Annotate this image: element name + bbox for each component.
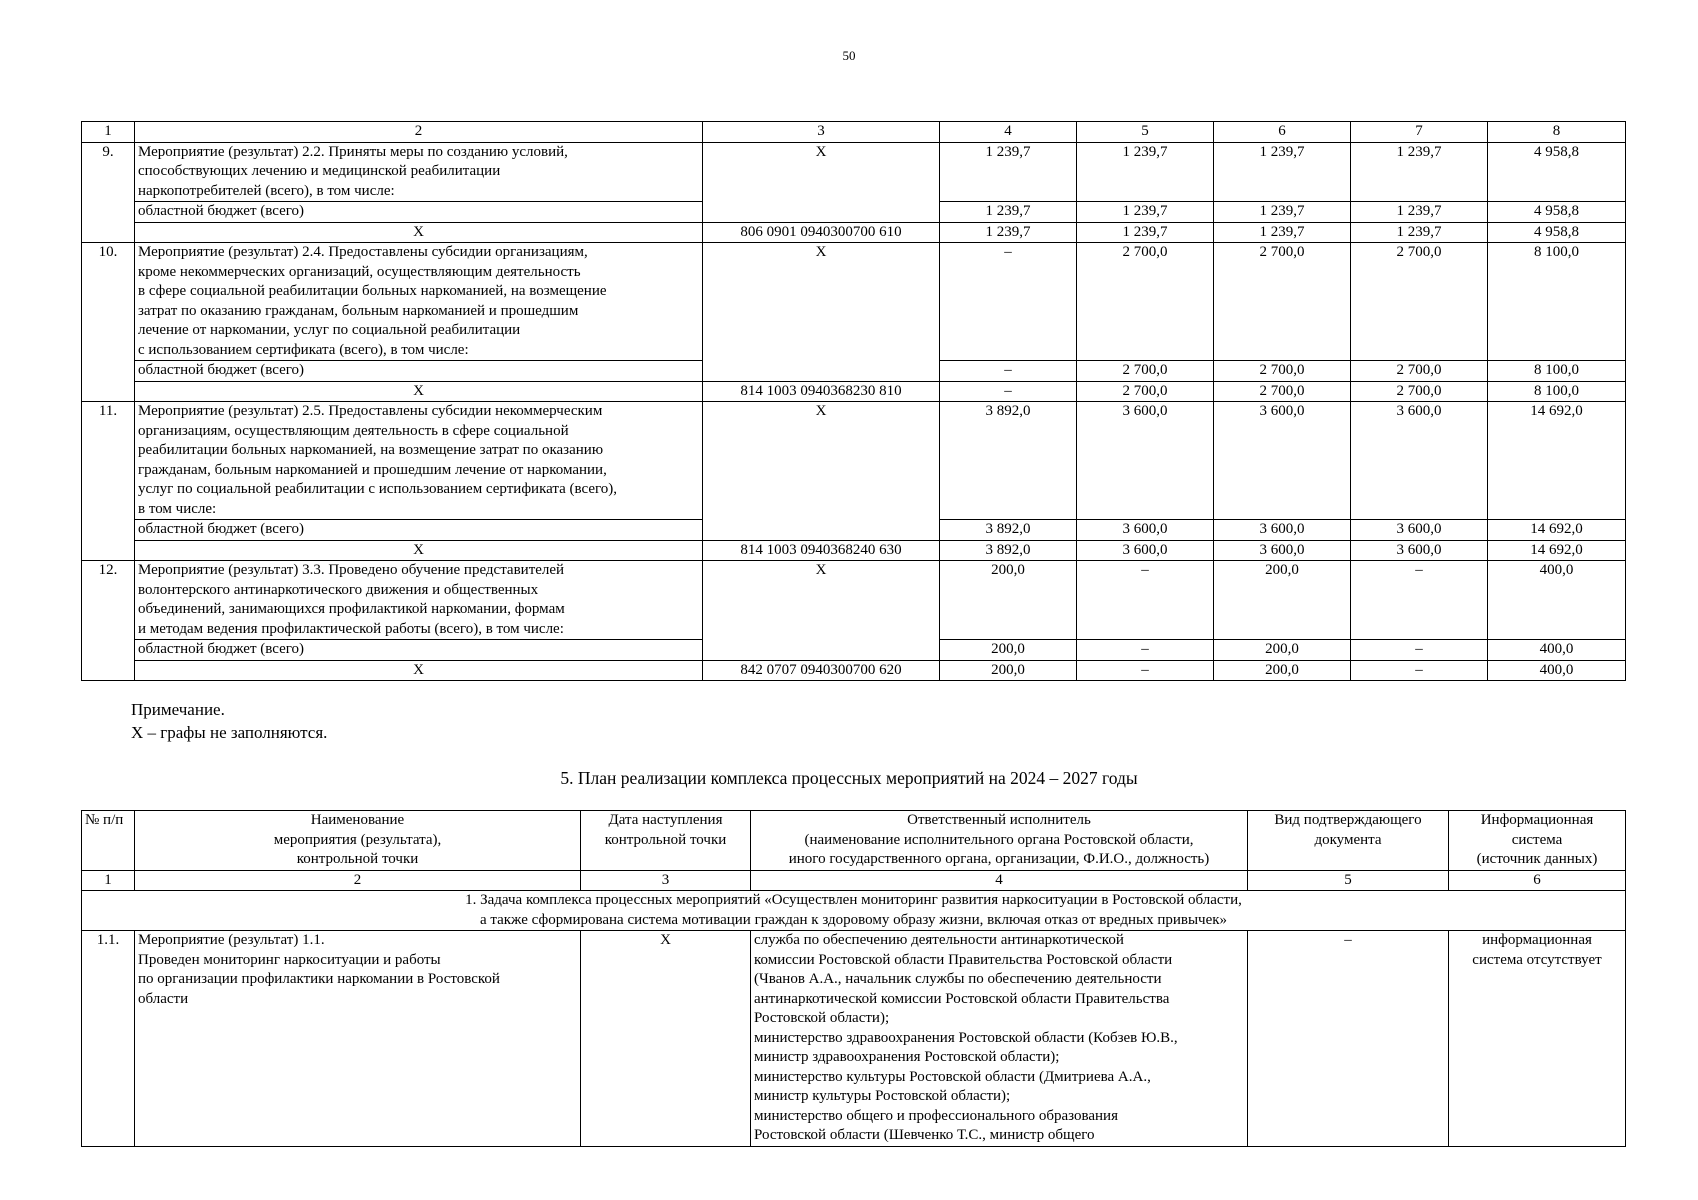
text-line: затрат по оказанию гражданам, больным наркоманией и прошедшим — [138, 302, 579, 319]
text-line: в сфере социальной реабилитации больных наркоманией, на возмещение — [138, 283, 607, 299]
column-number: 6 — [1214, 122, 1351, 143]
value-cell: – — [940, 361, 1077, 382]
value-cell: 1 239,7 — [1077, 202, 1214, 223]
text-line: Проведен мониторинг наркоситуации и работы — [138, 951, 441, 968]
x-cell: X — [135, 222, 703, 243]
value-cell: 8 100,0 — [1488, 381, 1626, 402]
code-row — [82, 222, 1626, 243]
section-title: 5. План реализации комплекса процессных мероприятий на 2024 – 2027 годы — [560, 768, 1138, 788]
column-number: 1 — [82, 870, 135, 891]
text-line: способствующих лечению и медицинской реабилитации — [138, 163, 501, 179]
text-line: области — [138, 990, 189, 1007]
value-cell: 1 239,7 — [1077, 142, 1214, 202]
column-header — [135, 811, 581, 871]
value-cell: 14 692,0 — [1488, 402, 1626, 520]
value-cell: 2 700,0 — [1351, 381, 1488, 402]
x-cell: X — [135, 660, 703, 681]
measure-description — [135, 142, 703, 202]
note-title: Примечание. — [131, 700, 225, 719]
value-cell: – — [1077, 561, 1214, 640]
text-line: Дата наступления — [608, 812, 723, 828]
text-line: (источник данных) — [1476, 851, 1598, 867]
measure-row — [82, 931, 1626, 1147]
text-line: Ростовской области); — [754, 1010, 890, 1026]
measure-description — [135, 561, 703, 640]
financing-table — [81, 121, 1626, 681]
budget-code: 814 1003 0940368240 630 — [703, 540, 940, 561]
measure-row — [82, 243, 1626, 361]
value-cell: 3 600,0 — [1351, 520, 1488, 541]
text-line: контрольной точки — [604, 831, 727, 848]
text-line: волонтерского антинаркотического движения и общественных — [138, 581, 539, 598]
measure-row — [82, 142, 1626, 202]
value-cell: 2 700,0 — [1077, 381, 1214, 402]
row-number: 1.1. — [82, 931, 135, 1147]
budget-label: областной бюджет (всего) — [135, 361, 703, 382]
column-numbers-row — [82, 870, 1626, 891]
value-cell: 200,0 — [1214, 660, 1351, 681]
value-cell: 200,0 — [940, 561, 1077, 640]
budget-code: 806 0901 0940300700 610 — [703, 222, 940, 243]
text-line: организациям, осуществляющим деятельность в сфере социальной — [138, 422, 569, 439]
value-cell: 4 958,8 — [1488, 142, 1626, 202]
value-cell: 4 958,8 — [1488, 222, 1626, 243]
text-line: объединений, занимающихся профилактикой наркомании, формам — [138, 601, 565, 617]
text-line: 1. Задача комплекса процессных мероприятий «Осуществлен мониторинг развития наркоситуации в Ростовской области, — [465, 892, 1242, 908]
value-cell: 200,0 — [940, 640, 1077, 661]
value-cell: 1 239,7 — [1214, 202, 1351, 223]
code-row — [82, 381, 1626, 402]
value-cell: 200,0 — [1214, 640, 1351, 661]
value-cell: 2 700,0 — [1214, 361, 1351, 382]
measure-description — [135, 402, 703, 520]
text-line: министерство здравоохранения Ростовской области (Кобзев Ю.В., — [754, 1029, 1178, 1046]
value-cell: 200,0 — [1214, 561, 1351, 640]
value-cell: 2 700,0 — [1077, 243, 1214, 361]
budget-label: областной бюджет (всего) — [135, 640, 703, 661]
value-cell: 2 700,0 — [1077, 361, 1214, 382]
text-line: министр здравоохранения Ростовской области); — [754, 1049, 1060, 1065]
value-cell: 8 100,0 — [1488, 243, 1626, 361]
column-header — [82, 811, 135, 871]
budget-label: областной бюджет (всего) — [135, 202, 703, 223]
column-number: 8 — [1488, 122, 1626, 143]
measure-row — [82, 561, 1626, 640]
column-number: 4 — [751, 870, 1248, 891]
x-cell: X — [135, 381, 703, 402]
measure-description — [135, 243, 703, 361]
value-cell: 4 958,8 — [1488, 202, 1626, 223]
text-line: министр культуры Ростовской области); — [754, 1088, 1011, 1104]
value-cell: 2 700,0 — [1351, 361, 1488, 382]
row-number: 10. — [82, 243, 135, 402]
text-line: мероприятия (результата), — [273, 831, 442, 848]
text-line: гражданам, больным наркоманией и прошедшим лечение от наркомании, — [138, 461, 607, 478]
value-cell: 3 600,0 — [1077, 520, 1214, 541]
value-cell: 1 239,7 — [1351, 142, 1488, 202]
text-line: а также сформирована система мотивации граждан к здоровому образу жизни, включая отказ от вредных привычек» — [479, 911, 1228, 928]
column-number: 3 — [703, 122, 940, 143]
control-date: X — [581, 931, 751, 1147]
text-line: иного государственного органа, организации, Ф.И.О., должность) — [788, 851, 1210, 867]
value-cell: – — [1077, 640, 1214, 661]
value-cell: 3 600,0 — [1214, 402, 1351, 520]
column-number: 2 — [135, 122, 703, 143]
text-line: в том числе: — [138, 500, 217, 517]
value-cell: 1 239,7 — [1351, 202, 1488, 223]
text-line: лечение от наркомании, услуг по социальной реабилитации — [138, 322, 521, 338]
code-row — [82, 660, 1626, 681]
value-cell: 1 239,7 — [940, 202, 1077, 223]
text-line: система отсутствует — [1472, 951, 1602, 968]
text-line: Мероприятие (результат) 2.5. Предоставлены субсидии некоммерческим — [138, 403, 603, 419]
information-system — [1449, 931, 1626, 1147]
text-line: министерство общего и профессионального образования — [754, 1107, 1118, 1124]
text-line: Наименование — [310, 812, 405, 828]
value-cell: 1 239,7 — [1214, 142, 1351, 202]
text-line: № п/п — [85, 812, 124, 828]
value-cell: 1 239,7 — [1214, 222, 1351, 243]
value-cell: 3 600,0 — [1214, 520, 1351, 541]
text-line: Информационная — [1480, 812, 1594, 828]
text-line: и методам ведения профилактической работы (всего), в том числе: — [138, 620, 564, 637]
text-line: документа — [1314, 831, 1382, 848]
value-cell: 400,0 — [1488, 660, 1626, 681]
note-text: X – графы не заполняются. — [131, 723, 328, 742]
value-cell: 400,0 — [1488, 640, 1626, 661]
value-cell: 3 600,0 — [1214, 540, 1351, 561]
value-cell: – — [1077, 660, 1214, 681]
column-number: 3 — [581, 870, 751, 891]
value-cell: 1 239,7 — [940, 222, 1077, 243]
value-cell: 3 600,0 — [1077, 540, 1214, 561]
budget-code-cell: X — [703, 142, 940, 222]
value-cell: 1 239,7 — [1351, 222, 1488, 243]
value-cell: 8 100,0 — [1488, 361, 1626, 382]
text-line: Мероприятие (результат) 1.1. — [138, 932, 325, 948]
text-line: информационная — [1482, 932, 1592, 948]
header-row — [82, 811, 1626, 871]
budget-code-cell: X — [703, 561, 940, 661]
value-cell: 1 239,7 — [940, 142, 1077, 202]
row-number: 12. — [82, 561, 135, 681]
value-cell: 1 239,7 — [1077, 222, 1214, 243]
column-number: 1 — [82, 122, 135, 143]
text-line: Мероприятие (результат) 2.2. Приняты меры по созданию условий, — [138, 143, 568, 160]
note — [131, 698, 327, 744]
value-cell: 3 600,0 — [1351, 540, 1488, 561]
value-cell: 400,0 — [1488, 561, 1626, 640]
row-number: 9. — [82, 142, 135, 243]
responsible-executor — [751, 931, 1248, 1147]
column-number: 6 — [1449, 870, 1626, 891]
value-cell: – — [940, 243, 1077, 361]
column-number: 5 — [1077, 122, 1214, 143]
column-header — [1449, 811, 1626, 871]
value-cell: 2 700,0 — [1351, 243, 1488, 361]
column-number: 4 — [940, 122, 1077, 143]
text-line: (наименование исполнительного органа Ростовской области, — [804, 831, 1194, 848]
page-number: 50 — [842, 48, 856, 63]
text-line: кроме некоммерческих организаций, осуществляющим деятельность — [138, 263, 581, 280]
text-line: наркопотребителей (всего), в том числе: — [138, 182, 395, 199]
value-cell: 3 600,0 — [1351, 402, 1488, 520]
value-cell: 3 892,0 — [940, 402, 1077, 520]
text-line: Мероприятие (результат) 3.3. Проведено обучение представителей — [138, 562, 565, 578]
text-line: комиссии Ростовской области Правительства Ростовской области — [754, 951, 1173, 968]
column-number: 7 — [1351, 122, 1488, 143]
value-cell: – — [1351, 561, 1488, 640]
value-cell: 3 600,0 — [1077, 402, 1214, 520]
row-number: 11. — [82, 402, 135, 561]
value-cell: 3 892,0 — [940, 540, 1077, 561]
text-line: с использованием сертификата (всего), в том числе: — [138, 341, 469, 358]
text-line: система — [1511, 831, 1563, 848]
value-cell: 3 892,0 — [940, 520, 1077, 541]
text-line: реабилитации больных наркоманией, на возмещение затрат по оказанию — [138, 442, 604, 458]
value-cell: 14 692,0 — [1488, 520, 1626, 541]
column-numbers-row — [82, 122, 1626, 143]
column-header — [1248, 811, 1449, 871]
budget-code-cell: X — [703, 402, 940, 541]
text-line: Мероприятие (результат) 2.4. Предоставлены субсидии организациям, — [138, 244, 588, 260]
measure-row — [82, 402, 1626, 520]
budget-code: 842 0707 0940300700 620 — [703, 660, 940, 681]
column-number: 2 — [135, 870, 581, 891]
x-cell: X — [135, 540, 703, 561]
text-line: услуг по социальной реабилитации с использованием сертификата (всего), — [138, 481, 618, 497]
measure-name — [135, 931, 581, 1147]
text-line: Ростовской области (Шевченко Т.С., министр общего — [754, 1127, 1095, 1143]
value-cell: – — [1351, 640, 1488, 661]
code-row — [82, 540, 1626, 561]
text-line: министерство культуры Ростовской области (Дмитриева А.А., — [754, 1068, 1151, 1085]
column-number: 5 — [1248, 870, 1449, 891]
value-cell: 14 692,0 — [1488, 540, 1626, 561]
task-title — [82, 891, 1626, 931]
value-cell: 2 700,0 — [1214, 381, 1351, 402]
text-line: Вид подтверждающего — [1274, 812, 1422, 828]
value-cell: – — [1351, 660, 1488, 681]
budget-code: 814 1003 0940368230 810 — [703, 381, 940, 402]
plan-table — [81, 810, 1626, 1147]
text-line: антинаркотической комиссии Ростовской области Правительства — [754, 990, 1170, 1007]
value-cell: 200,0 — [940, 660, 1077, 681]
budget-label: областной бюджет (всего) — [135, 520, 703, 541]
column-header — [581, 811, 751, 871]
budget-code-cell: X — [703, 243, 940, 382]
text-line: (Чванов А.А., начальник службы по обеспечению деятельности — [754, 971, 1162, 987]
value-cell: – — [940, 381, 1077, 402]
column-header — [751, 811, 1248, 871]
confirming-document: – — [1248, 931, 1449, 1147]
task-row — [82, 891, 1626, 931]
text-line: контрольной точки — [296, 851, 419, 867]
text-line: служба по обеспечению деятельности антинаркотической — [754, 932, 1124, 948]
text-line: по организации профилактики наркомании в Ростовской — [138, 971, 500, 987]
text-line: Ответственный исполнитель — [907, 812, 1091, 828]
value-cell: 2 700,0 — [1214, 243, 1351, 361]
